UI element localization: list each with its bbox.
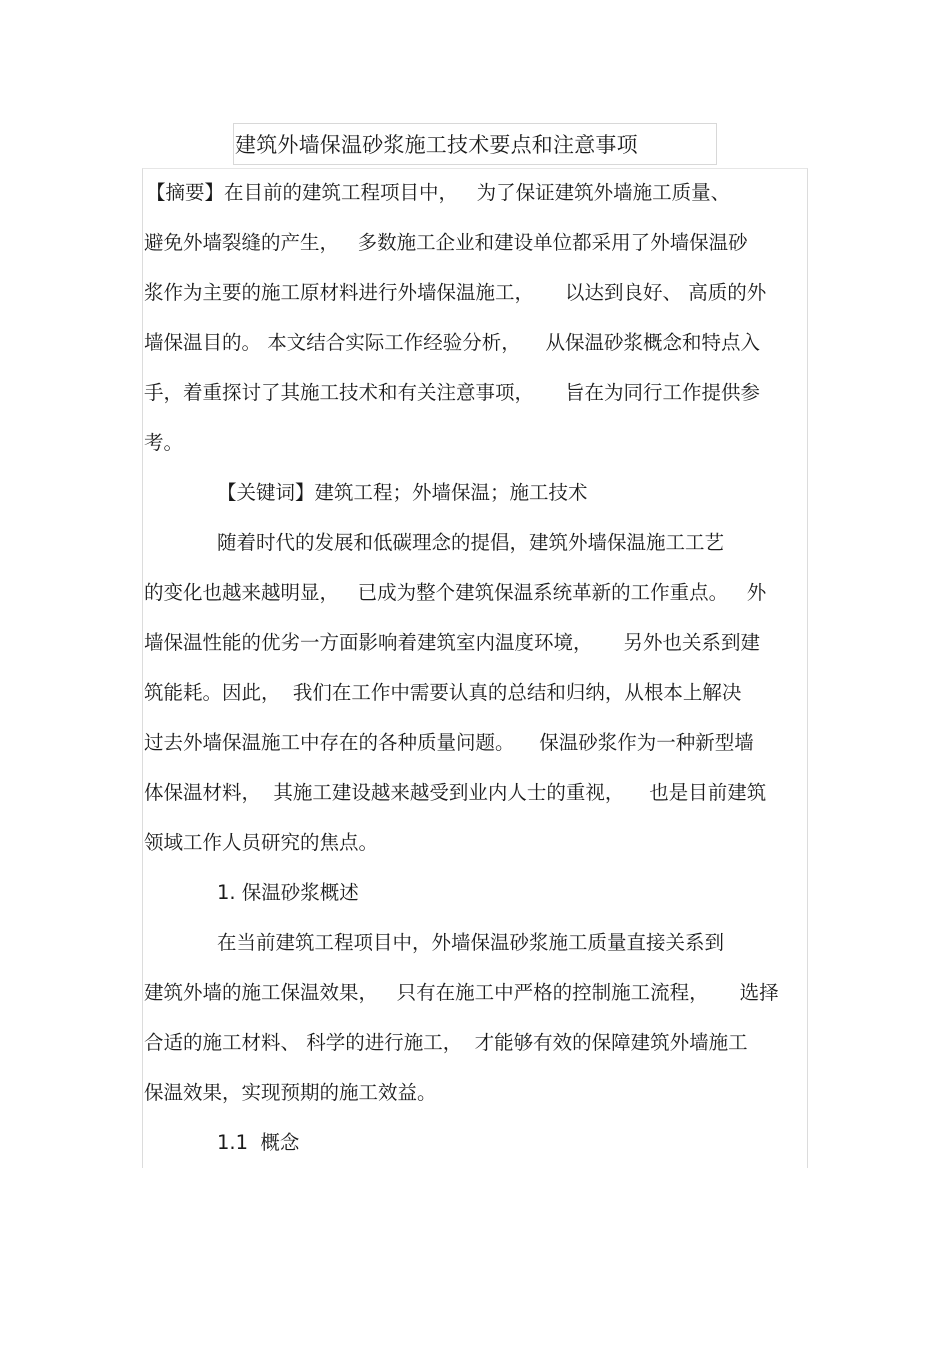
abstract-line-4: 墙保温目的。 本文结合实际工作经验分析， 从保温砂浆概念和特点入 bbox=[144, 331, 760, 354]
paragraph-1-line-7: 领域工作人员研究的焦点。 bbox=[144, 831, 379, 854]
paragraph-1-line-3: 墙保温性能的优劣一方面影响着建筑室内温度环境， 另外也关系到建 bbox=[144, 631, 760, 654]
abstract-line-5: 手，着重探讨了其施工技术和有关注意事项， 旨在为同行工作提供参 bbox=[144, 381, 760, 404]
paragraph-2-line-4: 保温效果，实现预期的施工效益。 bbox=[144, 1081, 437, 1104]
paragraph-1-line-2: 的变化也越来越明显， 已成为整个建筑保温系统革新的工作重点。 外 bbox=[144, 581, 767, 604]
abstract-line-6: 考。 bbox=[144, 431, 184, 454]
paragraph-1-line-1: 随着时代的发展和低碳理念的提倡，建筑外墙保温施工工艺 bbox=[217, 531, 725, 554]
body-frame bbox=[142, 168, 808, 1168]
paragraph-2-line-1: 在当前建筑工程项目中，外墙保温砂浆施工质量直接关系到 bbox=[217, 931, 725, 954]
paragraph-1-line-5: 过去外墙保温施工中存在的各种质量问题。 保温砂浆作为一种新型墙 bbox=[144, 731, 754, 754]
abstract-line-3: 浆作为主要的施工原材料进行外墙保温施工， 以达到良好、 高质的外 bbox=[144, 281, 767, 304]
paragraph-1-line-6: 体保温材料， 其施工建设越来越受到业内人士的重视， 也是目前建筑 bbox=[144, 781, 767, 804]
abstract-line-2: 避免外墙裂缝的产生， 多数施工企业和建设单位都采用了外墙保温砂 bbox=[144, 231, 748, 254]
section-1-heading: 1. 保温砂浆概述 bbox=[217, 881, 359, 904]
keywords-line: 【关键词】建筑工程；外墙保温；施工技术 bbox=[217, 481, 588, 504]
paragraph-2-line-3: 合适的施工材料、 科学的进行施工， 才能够有效的保障建筑外墙施工 bbox=[144, 1031, 748, 1054]
section-1-1-heading: 1.1 概念 bbox=[217, 1131, 300, 1154]
paragraph-2-line-2: 建筑外墙的施工保温效果， 只有在施工中严格的控制施工流程， 选择 bbox=[144, 981, 779, 1004]
document-title: 建筑外墙保温砂浆施工技术要点和注意事项 bbox=[235, 133, 638, 157]
paragraph-1-line-4: 筑能耗。因此， 我们在工作中需要认真的总结和归纳，从根本上解决 bbox=[144, 681, 742, 704]
abstract-line-1: 【摘要】在目前的建筑工程项目中， 为了保证建筑外墙施工质量、 bbox=[146, 181, 731, 204]
